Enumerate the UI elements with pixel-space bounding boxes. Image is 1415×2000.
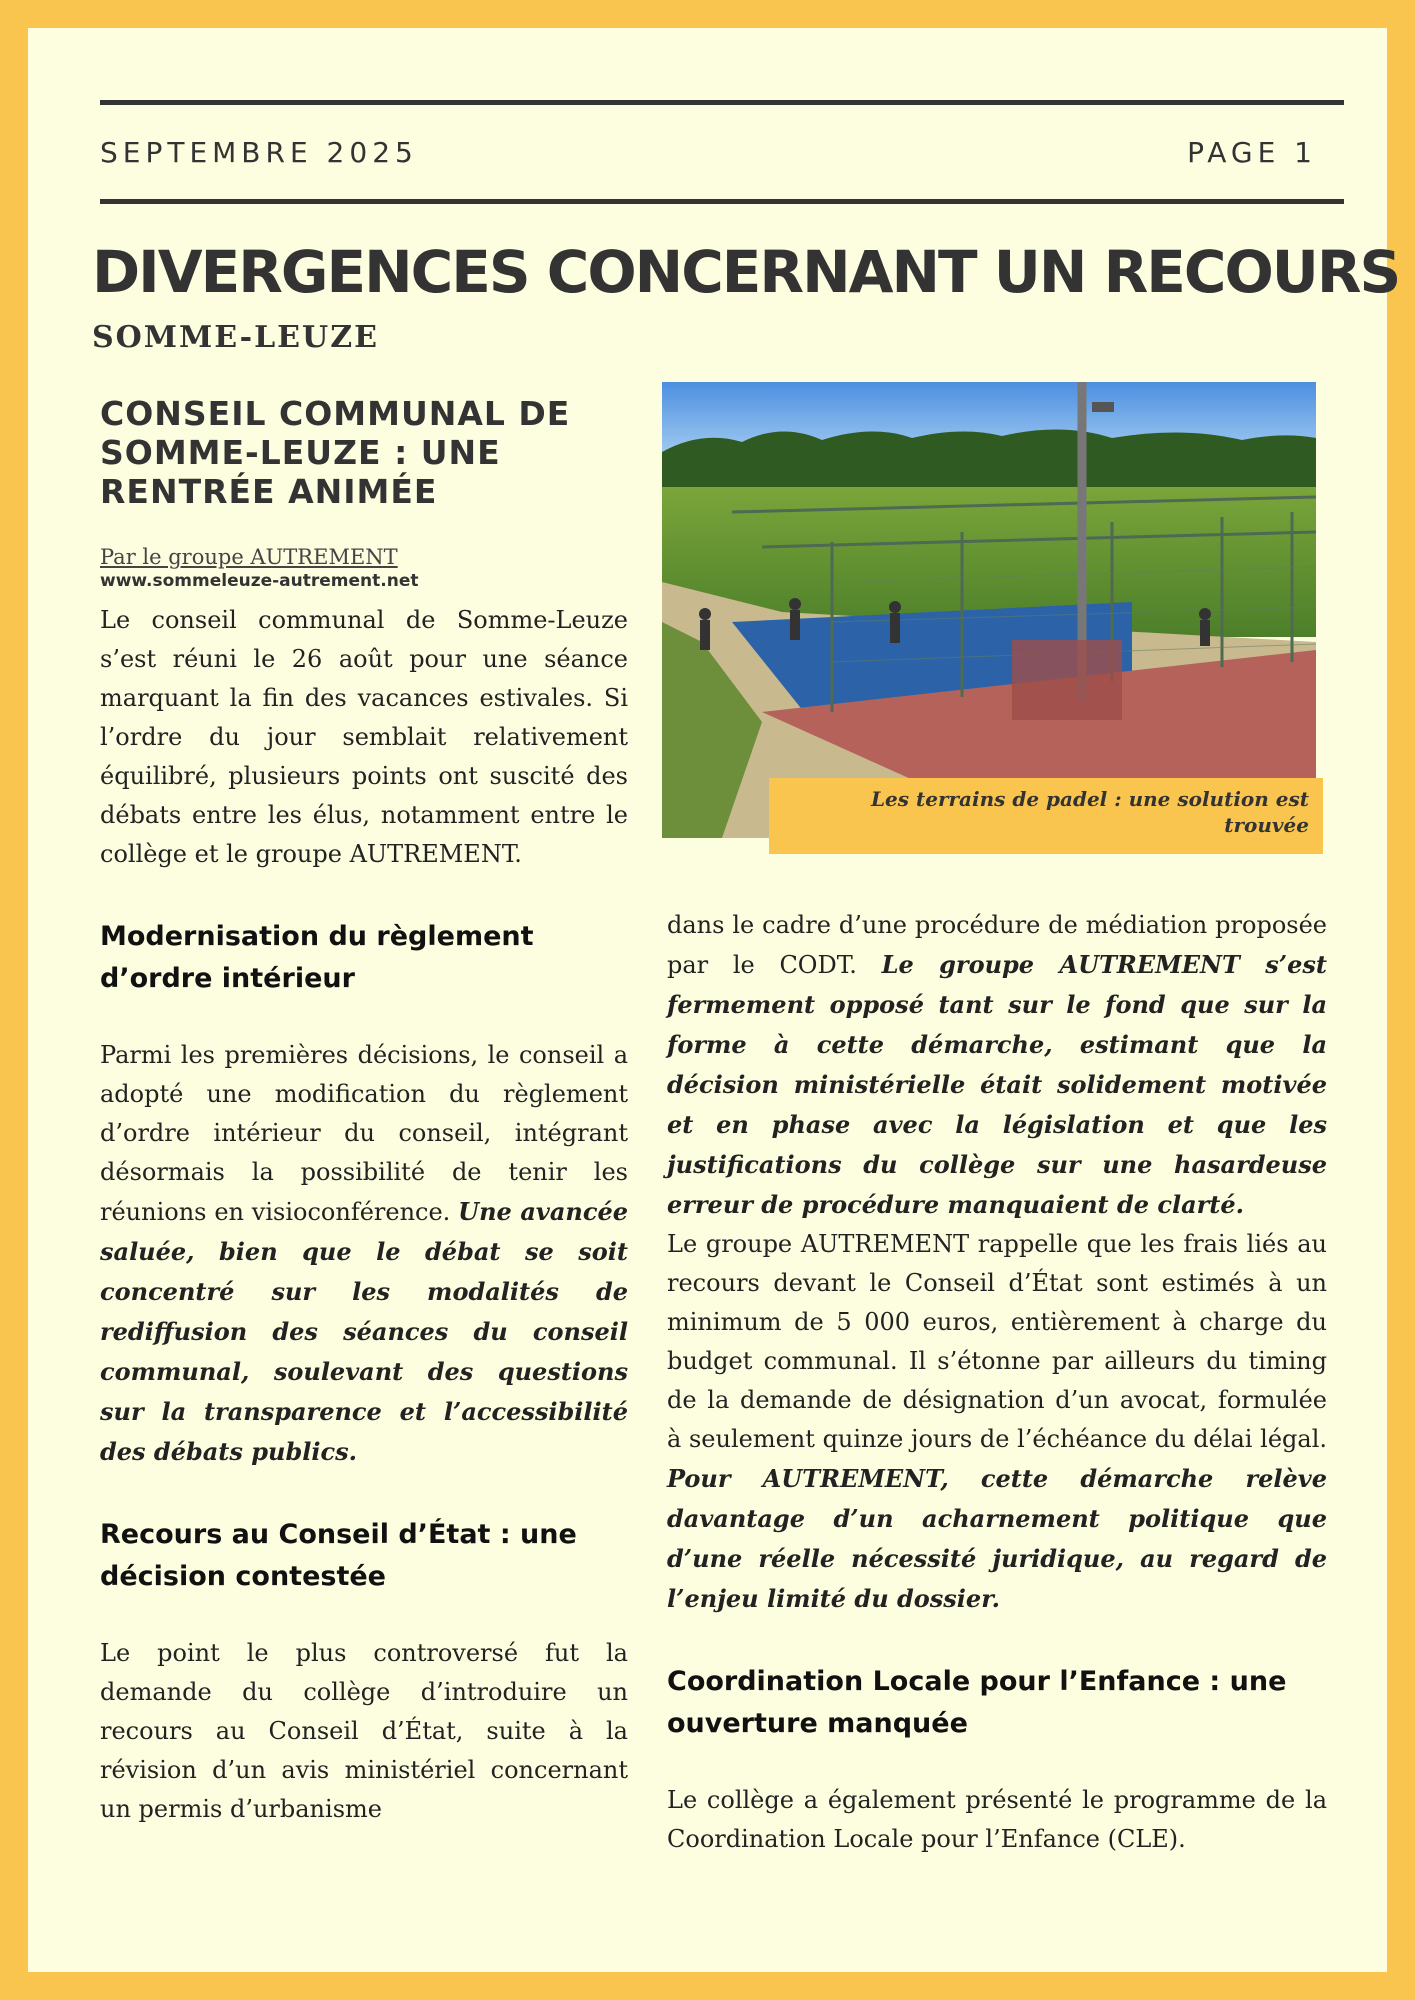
recours-continued-paragraph: dans le cadre d’une procédure de médiation proposée par le CODT. Le groupe AUTREMENT s’est fermement opposé tant sur le fond que sur la forme à cette démarche, estimant que la décision ministérielle était solidement motivée et en phase avec la législation et que les justifications du collège sur une hasardeuse erreur de procédure manquaient de clarté. (667, 911, 1327, 1219)
padel-courts-photo (662, 382, 1316, 838)
section-paragraph-cle: Le collège a également présenté le programme de la Coordination Locale pour l’Enfance (CLE). (667, 1786, 1327, 1853)
section-heading-reglement: Modernisation du règlement d’ordre intérieur (100, 921, 534, 994)
recours-costs-paragraph: Le groupe AUTREMENT rappelle que les frais liés au recours devant le Conseil d’État sont estimés à un minimum de 5 000 euros, entièrement à charge du budget communal. Il s’étonne par ailleurs du timing de la demande de désignation d’un avocat, formulée à seulement quinze jours de l’échéance du délai légal. Pour AUTREMENT, cette démarche relève davantage d’un acharnement politique que d’une réelle nécessité juridique, au regard de l’enjeu limité du dossier. (667, 1230, 1327, 1613)
section-heading-recours: Recours au Conseil d’État : une décision contestée (100, 1519, 577, 1592)
issue-date: SEPTEMBRE 2025 (100, 136, 418, 169)
left-column (100, 394, 628, 1829)
padel-courts-image (662, 382, 1316, 838)
section-heading-cle: Coordination Locale pour l’Enfance : une ouverture manquée (667, 1666, 1287, 1739)
intro-paragraph: Le conseil communal de Somme-Leuze s’est réuni le 26 août pour une séance marquant la fin des vacances estivales. Si l’ordre du jour semblait relativement équilibré, plusieurs points ont suscité des débats entre les élus, notamment entre le collège et le groupe AUTREMENT. (100, 606, 628, 868)
website-link[interactable]: www.sommeleuze-autrement.net (100, 571, 419, 591)
photo-caption: Les terrains de padel : une solution est trouvée (769, 778, 1323, 854)
right-column (667, 906, 1327, 1859)
page-number: PAGE 1 (1187, 136, 1317, 169)
section-paragraph-recours: Le point le plus controversé fut la demande du collège d’introduire un recours au Conseil d’État, suite à la révision d’un avis ministériel concernant un permis d’urbanisme (100, 1639, 628, 1823)
header-rule (100, 199, 1344, 204)
newsletter-page (28, 28, 1400, 1972)
article-title: CONSEIL COMMUNAL DE SOMME-LEUZE : UNE RENTRÉE ANIMÉE (100, 394, 571, 511)
section-paragraph-reglement: Parmi les premières décisions, le conseil a adopté une modification du règlement d’ordre intérieur du conseil, intégrant désormais la possibilité de tenir les réunions en visioconférence. Une avancée saluée, bien que le débat se soit concentré sur les modalités de rediffusion des séances du conseil communal, soulevant des questions sur la transparence et l’accessibilité des débats publics. (100, 1041, 628, 1466)
byline[interactable]: Par le groupe AUTREMENT (100, 545, 398, 569)
top-rule (100, 100, 1344, 105)
location-label: SOMME-LEUZE (92, 320, 379, 355)
headline: DIVERGENCES CONCERNANT UN RECOURS (92, 238, 1400, 306)
